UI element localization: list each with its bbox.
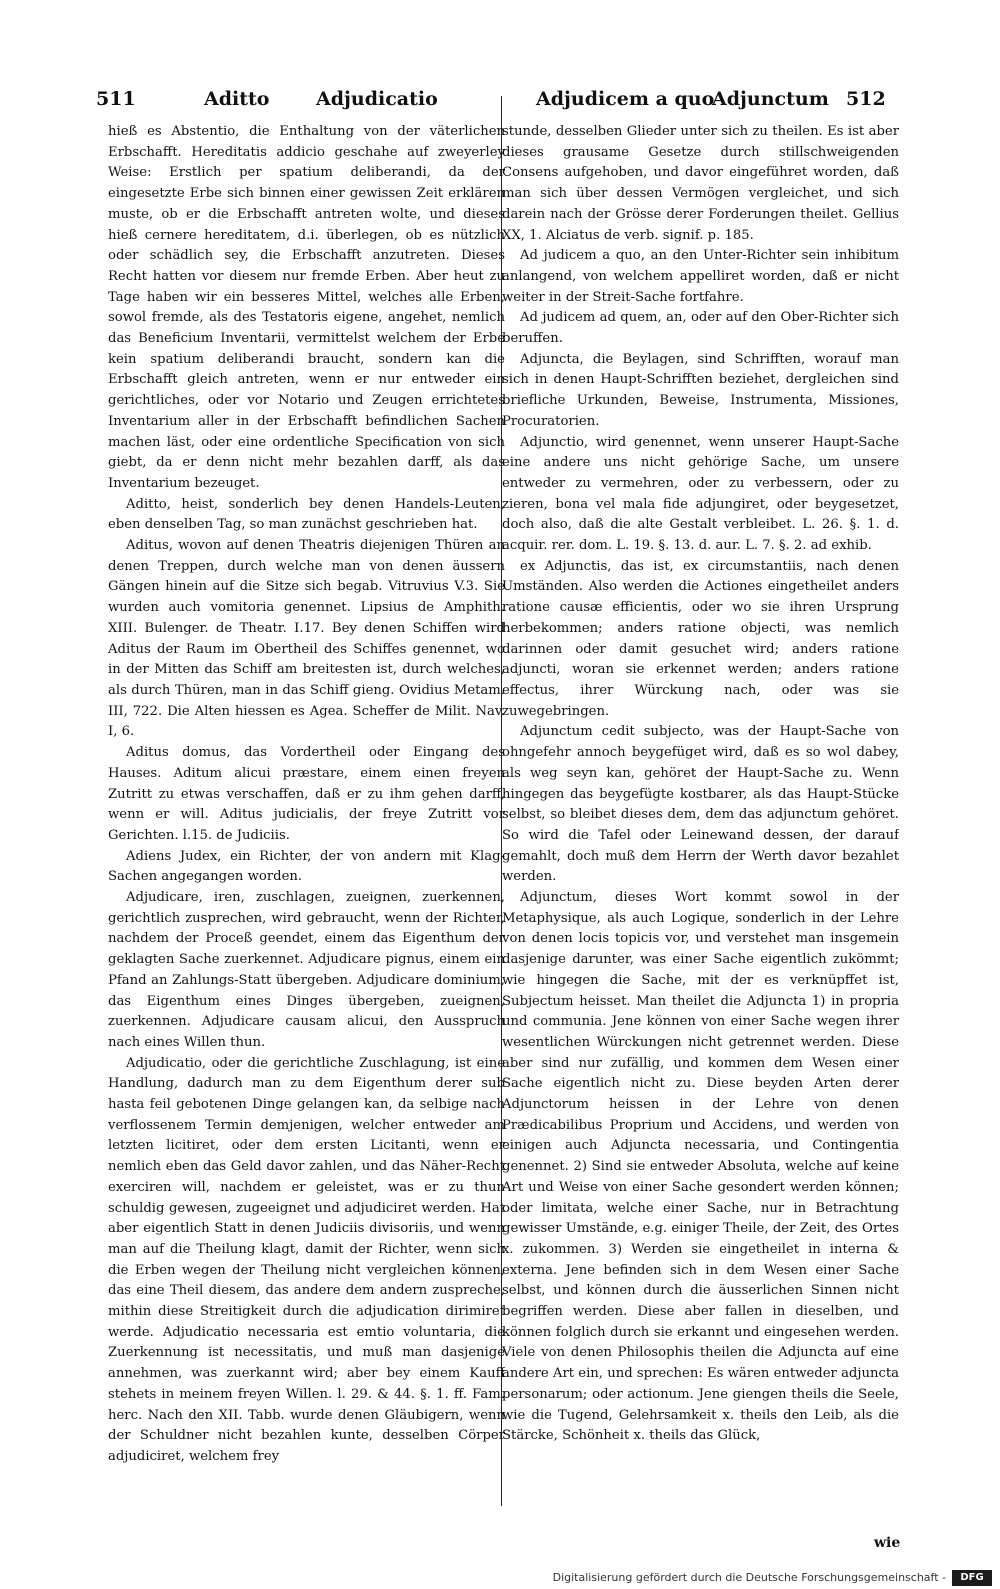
right-paragraph: Adjuncta, die Beylagen, sind Schrifften, worauf man sich in denen Haupt-Schrifften beziehet, dergleichen sind briefliche Urkunden, Beweise, Instrumenta, Missiones, Procuratorien. [502, 351, 899, 429]
right-page-number: 512 [846, 88, 886, 110]
right-paragraph: Adjunctum, dieses Wort kommt sowol in der Metaphysique, als auch Logique, sonderlich in der Lehre von denen locis topicis vor, und verstehet man insgemein dasjenige darunter, was einer Sache eigentlich zukömmt; wie hingegen die Sache, mit der es verknüpffet ist, Subjectum heisset. Man theilet die Adjuncta 1) in propria und communia. Jene können von einer Sache wegen ihrer wesentlichen Würckungen nicht getrennet werden. Diese aber sind nur zufällig, und kommen dem Wesen einer Sache eigentlich nicht zu. Diese beyden Arten derer Adjunctorum heissen in der Lehre von denen Prædicabilibus Proprium und Accidens, und werden von einigen auch Adjuncta necessaria, und Contingentia genennet. 2) Sind sie entweder Absoluta, welche auf keine Art und Weise von einer Sache gesondert werden können; oder limitata, welche einer Sache, nur in Betrachtung gewisser Umstände, e.g. einiger Theile, der Zeit, des Ortes x. zukommen. 3) Werden sie eingetheilet in interna & externa. Jene befinden sich in dem Wesen einer Sache selbst, und können durch die äusserlichen Sinnen nicht begriffen werden. Diese aber fallen in dieselben, und können folglich durch sie erkannt und eingesehen werden. Viele von denen Philosophis theilen die Adjuncta auf eine andere Art ein, und sprechen: Es wären entweder adjuncta personarum; oder actionum. Jene giengen theils die Seele, wie die Tugend, Gelehrsamkeit x. theils den Leib, als die Stärcke, Schönheit x. theils das Glück, [502, 890, 899, 1444]
right-header-word-2: Adjunctum [712, 88, 829, 110]
right-paragraph: Ad judicem a quo, an den Unter-Richter sein inhibitum anlangend, von welchem appelliret worden, daß er nicht weiter in der Streit-Sache fortfahre. [502, 248, 899, 305]
dfg-logo: DFG [952, 1570, 992, 1586]
right-paragraph: ex Adjunctis, das ist, ex circumstantiis, nach denen Umständen. Also werden die Actiones eingetheilet anders ratione causæ efficientis, oder wo sie ihren Ursprung herbekommen; anders ratione objecti, was nemlich darinnen oder damit gesuchet wird; anders ratione adjuncti, woran sie erkennet werden; anders ratione effectus, ihrer Würckung nach, oder was sie zuwegebringen. [502, 558, 899, 719]
catchword: wie [874, 1535, 901, 1551]
right-column [502, 122, 899, 1507]
left-paragraph: Adiens Judex, ein Richter, der von andern mit Klag-Sachen angegangen worden. [108, 848, 505, 885]
left-header-word-1: Aditto [204, 88, 270, 110]
right-paragraph: Ad judicem ad quem, an, oder auf den Ober-Richter sich beruffen. [502, 310, 899, 347]
right-paragraph: Adjunctum cedit subjecto, was der Haupt-Sache von ohngefehr annoch beygefüget wird, daß es so wol dabey, als weg seyn kan, gehöret der Haupt-Sache zu. Wenn hingegen das beygefügte kostbarer, als das Haupt-Stücke selbst, so bleibet dieses dem, dem das adjunctum gehöret. So wird die Tafel oder Leinewand dessen, der darauf gemahlt, doch muß dem Herrn der Werth davor bezahlet werden. [502, 724, 899, 885]
right-header-word-1: Adjudicem a quo [536, 88, 715, 110]
left-paragraph: Aditto, heist, sonderlich bey denen Handels-Leuten, eben denselben Tag, so man zunächst geschrieben hat. [108, 496, 505, 533]
left-paragraph: Aditus domus, das Vordertheil oder Eingang des Hauses. Aditum alicui præstare, einem einen freyen Zutritt zu etwas verschaffen, daß er zu ihm gehen darff, wenn er will. Aditus judicialis, der freye Zutritt vor Gerichten. l.15. de Judiciis. [108, 745, 505, 843]
left-page-number: 511 [96, 88, 136, 110]
footer-credit: Digitalisierung gefördert durch die Deutsche Forschungsgemeinschaft - [552, 1571, 946, 1584]
left-paragraph: Adjudicare, iren, zuschlagen, zueignen, zuerkennen, gerichtlich zusprechen, wird gebraucht, wenn der Richter, nachdem der Proceß geendet, einem das Eigenthum der geklagten Sache zuerkennet. Adjudicare pignus, einem ein Pfand an Zahlungs-Statt übergeben. Adjudicare dominium, das Eigenthum eines Dinges übergeben, zueignen, zuerkennen. Adjudicare causam alicui, den Ausspruch nach eines Willen thun. [108, 890, 505, 1050]
digitization-footer [0, 1570, 1000, 1589]
left-paragraph: Adjudicatio, oder die gerichtliche Zuschlagung, ist eine Handlung, dadurch man zu dem Eigenthum derer sub hasta feil gebotenen Dinge gelangen kan, da selbige nach verflossenem Termin demjenigen, welcher entweder am letzten licitiret, oder dem ersten Licitanti, wenn er nemlich eben das Geld davor zahlen, und das Näher-Recht exerciren will, nachdem er geleistet, was er zu thun schuldig gewesen, zugeeignet und adjudiciret werden. Hat aber eigentlich Statt in denen Judiciis divisoriis, und wenn man auf die Theilung klagt, damit der Richter, wenn sich die Erben wegen der Theilung nicht vergleichen können, das eine Theil diesem, das andere dem andern zuspreche, mithin diese Streitigkeit durch die adjudication dirimiret werde. Adjudicatio necessaria est emtio voluntaria, die Zuerkennung ist necessitatis, und muß man dasjenige annehmen, was zuerkannt wird; aber bey einem Kauff stehets in meinem freyen Willen. l. 29. & 44. §. 1. ff. Fam. herc. Nach den XII. Tabb. wurde denen Gläubigern, wenn der Schuldner nicht bezahlen kunte, desselben Cörper adjudiciret, welchem frey [108, 1055, 505, 1464]
right-paragraph: Adjunctio, wird genennet, wenn unserer Haupt-Sache eine andere uns nicht gehörige Sache, um unsere entweder zu vermehren, oder zu verbessern, oder zu zieren, bona vel mala fide adjungiret, oder beygesetzet, doch also, daß die alte Gestalt verbleibet. L. 26. §. 1. d. acquir. rer. dom. L. 19. §. 13. d. aur. L. 7. §. 2. ad exhib. [502, 434, 899, 554]
left-column [108, 122, 505, 1507]
left-paragraph: Aditus, wovon auf denen Theatris diejenigen Thüren an denen Treppen, durch welche man von denen äussern Gängen hinein auf die Sitze sich begab. Vitruvius V.3. Sie wurden auch vomitoria genennet. Lipsius de Amphith. XIII. Bulenger. de Theatr. I.17. Bey denen Schiffen wird Aditus der Raum im Obertheil des Schiffes genennet, wo in der Mitten das Schiff am breitesten ist, durch welches, als durch Thüren, man in das Schiff gieng. Ovidius Metam. III, 722. Die Alten hiessen es Agea. Scheffer de Milit. Nav. I, 6. [108, 538, 505, 740]
left-header-word-2: Adjudicatio [316, 88, 438, 110]
right-paragraph: stunde, desselben Glieder unter sich zu theilen. Es ist aber dieses grausame Gesetze durch stillschweigenden Consens aufgehoben, und davor eingeführet worden, daß man sich über dessen Vermögen vergleichet, und sich darein nach der Grösse derer Forderungen theilet. Gellius XX, 1. Alciatus de verb. signif. p. 185. [502, 124, 899, 243]
left-paragraph: hieß es Abstentio, die Enthaltung von der väterlichen Erbschafft. Hereditatis addicio geschahe auf zweyerley Weise: Erstlich per spatium deliberandi, da der eingesetzte Erbe sich binnen einer gewissen Zeit erklären muste, ob er die Erbschafft antreten wolte, und dieses hieß cernere hereditatem, d.i. überlegen, ob es nützlich oder schädlich sey, die Erbschafft anzutreten. Dieses Recht hatten vor diesem nur fremde Erben. Aber heut zu Tage haben wir ein besseres Mittel, welches alle Erben, sowol fremde, als des Testatoris eigene, angehet, nemlich das Beneficium Inventarii, vermittelst welchem der Erbe kein spatium deliberandi braucht, sondern kan die Erbschafft gleich antreten, wenn er nur entweder ein gerichtliches, oder vor Notario und Zeugen errichtetes Inventarium aller in der Erbschafft befindlichen Sachen machen läst, oder eine ordentliche Specification von sich giebt, da er denn nicht mehr bezahlen darff, als das Inventarium bezeuget. [108, 124, 505, 491]
